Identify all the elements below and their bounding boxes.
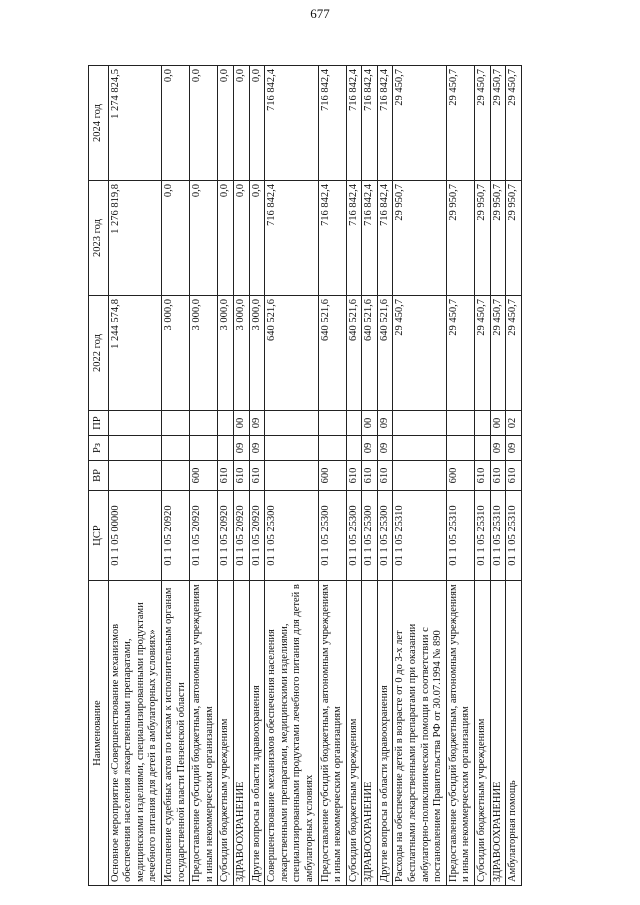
row-vr	[161, 461, 189, 491]
row-2023: 716 842,4	[362, 181, 378, 296]
row-pr: 00	[362, 411, 378, 436]
table-row	[161, 66, 189, 886]
row-2023: 716 842,4	[318, 181, 346, 296]
header-pr: ПР	[89, 411, 109, 436]
row-2024: 716 842,4	[377, 66, 393, 181]
row-vr	[393, 461, 446, 491]
row-2022: 1 244 574,8	[108, 296, 161, 411]
row-rz	[218, 436, 234, 461]
row-csr: 01 1 05 20920	[190, 491, 218, 581]
row-2022: 3 000,0	[190, 296, 218, 411]
row-pr	[265, 411, 318, 436]
row-name: Амбулаторная помощь	[506, 581, 522, 886]
row-2022: 3 000,0	[249, 296, 265, 411]
row-pr: 09	[377, 411, 393, 436]
row-2023: 0,0	[218, 181, 234, 296]
row-rz	[475, 436, 491, 461]
row-vr: 610	[475, 461, 491, 491]
row-pr	[446, 411, 474, 436]
row-csr: 01 1 05 00000	[108, 491, 161, 581]
row-2022: 29 450,7	[393, 296, 446, 411]
row-2022: 3 000,0	[218, 296, 234, 411]
row-name: Основное мероприятие «Совершенствование механизмов обеспечения населения лекарственными препаратами, медицинскими изделиями, специализированными продуктами лечебного питания для детей в амбулаторных условиях»	[108, 581, 161, 886]
row-2024: 0,0	[249, 66, 265, 181]
row-rz	[265, 436, 318, 461]
row-name: Предоставление субсидий бюджетным, автономным учреждениям и иным некоммерческим организациям	[190, 581, 218, 886]
table-row	[265, 66, 318, 886]
budget-table	[88, 65, 522, 886]
row-name: Субсидии бюджетным учреждениям	[346, 581, 362, 886]
row-csr: 01 1 05 25300	[265, 491, 318, 581]
row-name: Совершенствование механизмов обеспечения населения лекарственными препаратами, медицинскими изделиями, специализированными продуктами лечебного питания для детей в амбулаторных условиях	[265, 581, 318, 886]
row-2024: 29 450,7	[446, 66, 474, 181]
row-2024: 29 450,7	[393, 66, 446, 181]
header-2023: 2023 год	[89, 181, 109, 296]
row-vr	[265, 461, 318, 491]
row-rz	[190, 436, 218, 461]
row-csr: 01 1 05 25310	[446, 491, 474, 581]
row-csr: 01 1 05 25300	[346, 491, 362, 581]
row-2023: 716 842,4	[265, 181, 318, 296]
row-name: ЗДРАВООХРАНЕНИЕ	[362, 581, 378, 886]
table-row	[490, 66, 506, 886]
row-rz: 09	[362, 436, 378, 461]
rotated-table-container	[88, 66, 618, 886]
row-rz: 09	[490, 436, 506, 461]
table-row	[446, 66, 474, 886]
row-csr: 01 1 05 25310	[475, 491, 491, 581]
row-2024: 0,0	[218, 66, 234, 181]
row-csr: 01 1 05 25300	[377, 491, 393, 581]
row-2024: 0,0	[190, 66, 218, 181]
row-vr: 610	[218, 461, 234, 491]
row-pr: 02	[506, 411, 522, 436]
header-2022: 2022 год	[89, 296, 109, 411]
row-rz: 09	[249, 436, 265, 461]
row-2022: 640 521,6	[265, 296, 318, 411]
table-row	[318, 66, 346, 886]
row-2023: 0,0	[190, 181, 218, 296]
header-row	[89, 66, 109, 886]
row-name: Другие вопросы в области здравоохранения	[249, 581, 265, 886]
row-2024: 29 450,7	[490, 66, 506, 181]
row-csr: 01 1 05 20920	[249, 491, 265, 581]
row-vr: 600	[446, 461, 474, 491]
row-name: Субсидии бюджетным учреждениям	[218, 581, 234, 886]
row-2024: 0,0	[161, 66, 189, 181]
page-number: 677	[310, 6, 330, 21]
header-2024: 2024 год	[89, 66, 109, 181]
table-row	[249, 66, 265, 886]
row-csr: 01 1 05 25310	[490, 491, 506, 581]
row-2024: 0,0	[233, 66, 249, 181]
row-2022: 640 521,6	[318, 296, 346, 411]
table-row	[362, 66, 378, 886]
table-header	[89, 66, 109, 886]
row-rz	[108, 436, 161, 461]
row-pr	[346, 411, 362, 436]
row-name: Предоставление субсидий бюджетным, автономным учреждениям и иным некоммерческим организациям	[446, 581, 474, 886]
row-csr: 01 1 05 20920	[233, 491, 249, 581]
row-csr: 01 1 05 25300	[362, 491, 378, 581]
row-pr: 00	[233, 411, 249, 436]
row-2022: 3 000,0	[161, 296, 189, 411]
row-rz	[446, 436, 474, 461]
row-csr: 01 1 05 25310	[506, 491, 522, 581]
row-pr	[161, 411, 189, 436]
row-name: ЗДРАВООХРАНЕНИЕ	[233, 581, 249, 886]
row-name: Субсидии бюджетным учреждениям	[475, 581, 491, 886]
table-row	[346, 66, 362, 886]
table-row	[108, 66, 161, 886]
table-row	[393, 66, 446, 886]
table-body	[108, 66, 521, 886]
row-2022: 3 000,0	[233, 296, 249, 411]
header-csr: ЦСР	[89, 491, 109, 581]
row-vr: 610	[377, 461, 393, 491]
row-2023: 29 950,7	[446, 181, 474, 296]
row-pr: 09	[249, 411, 265, 436]
row-2023: 29 950,7	[490, 181, 506, 296]
row-2022: 29 450,7	[475, 296, 491, 411]
table-row	[475, 66, 491, 886]
table-row	[218, 66, 234, 886]
row-vr: 600	[318, 461, 346, 491]
row-2023: 1 276 819,8	[108, 181, 161, 296]
row-csr: 01 1 05 25300	[318, 491, 346, 581]
table-row	[233, 66, 249, 886]
row-csr: 01 1 05 20920	[161, 491, 189, 581]
row-vr: 610	[346, 461, 362, 491]
row-2022: 640 521,6	[377, 296, 393, 411]
row-2024: 716 842,4	[346, 66, 362, 181]
row-pr	[108, 411, 161, 436]
row-rz	[393, 436, 446, 461]
row-2022: 640 521,6	[362, 296, 378, 411]
row-rz	[346, 436, 362, 461]
row-vr: 600	[190, 461, 218, 491]
row-pr	[475, 411, 491, 436]
row-pr: 00	[490, 411, 506, 436]
header-vr: ВР	[89, 461, 109, 491]
row-rz: 09	[233, 436, 249, 461]
row-2023: 0,0	[161, 181, 189, 296]
row-name: Другие вопросы в области здравоохранения	[377, 581, 393, 886]
row-2024: 716 842,4	[265, 66, 318, 181]
row-csr: 01 1 05 25310	[393, 491, 446, 581]
table-row	[377, 66, 393, 886]
row-2023: 29 950,7	[506, 181, 522, 296]
row-2023: 0,0	[233, 181, 249, 296]
table-row	[506, 66, 522, 886]
row-name: Исполнение судебных актов по искам к исполнительным органам государственной власти Пензенской области	[161, 581, 189, 886]
row-vr: 610	[506, 461, 522, 491]
row-rz: 09	[377, 436, 393, 461]
rotated-table-area	[88, 66, 618, 886]
row-rz	[318, 436, 346, 461]
row-2023: 0,0	[249, 181, 265, 296]
row-name: Предоставление субсидий бюджетным, автономным учреждениям и иным некоммерческим организациям	[318, 581, 346, 886]
row-vr: 610	[490, 461, 506, 491]
row-2022: 29 450,7	[490, 296, 506, 411]
row-vr: 610	[233, 461, 249, 491]
row-2023: 29 950,7	[393, 181, 446, 296]
row-pr	[393, 411, 446, 436]
header-name: Наименование	[89, 581, 109, 886]
row-name: Расходы на обеспечение детей в возрасте от 0 до 3-х лет бесплатными лекарственными препаратами при оказании амбулаторно-поликлинической помощи в соответствии с постановлением Правительства РФ от 30.07.1994 № 890	[393, 581, 446, 886]
row-2024: 716 842,4	[318, 66, 346, 181]
row-2024: 29 450,7	[506, 66, 522, 181]
row-pr	[190, 411, 218, 436]
row-2022: 29 450,7	[506, 296, 522, 411]
row-2024: 1 274 824,5	[108, 66, 161, 181]
row-vr	[108, 461, 161, 491]
row-vr: 610	[362, 461, 378, 491]
row-2022: 29 450,7	[446, 296, 474, 411]
row-2023: 716 842,4	[377, 181, 393, 296]
row-pr	[318, 411, 346, 436]
row-2022: 640 521,6	[346, 296, 362, 411]
table-row	[190, 66, 218, 886]
row-csr: 01 1 05 20920	[218, 491, 234, 581]
row-2023: 29 950,7	[475, 181, 491, 296]
row-vr: 610	[249, 461, 265, 491]
row-2024: 29 450,7	[475, 66, 491, 181]
header-rz: Рз	[89, 436, 109, 461]
row-rz: 09	[506, 436, 522, 461]
row-pr	[218, 411, 234, 436]
row-rz	[161, 436, 189, 461]
row-2024: 716 842,4	[362, 66, 378, 181]
row-name: ЗДРАВООХРАНЕНИЕ	[490, 581, 506, 886]
row-2023: 716 842,4	[346, 181, 362, 296]
